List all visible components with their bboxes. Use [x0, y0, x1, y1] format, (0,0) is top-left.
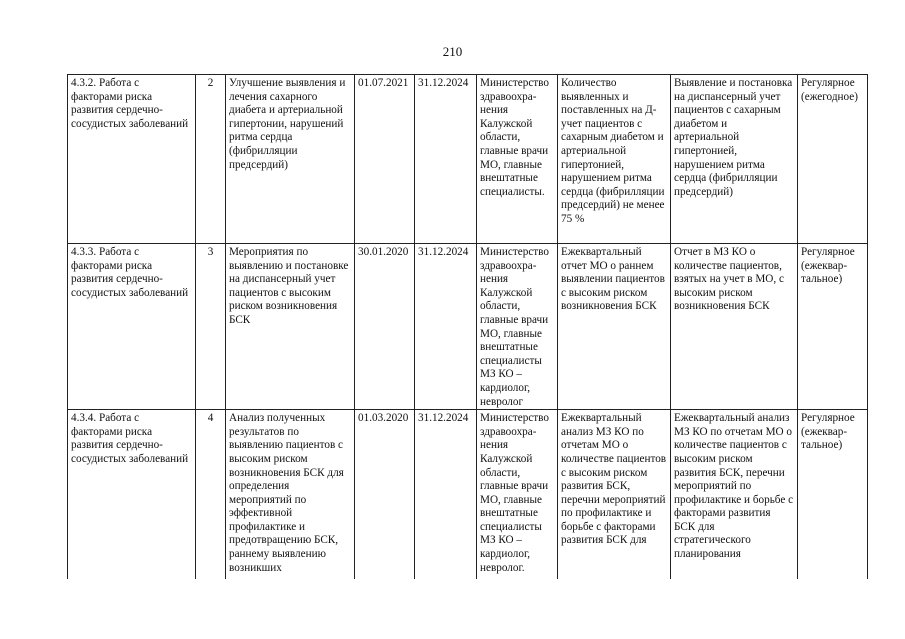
number-cell: 3	[196, 244, 226, 410]
responsible-cell: Министерство здравоохра-нения Калужской области, главные врачи МО, главные внештатные специалисты.	[477, 75, 558, 244]
measure-cell: Мероприятия по выявлению и постановке на диспансерный учет пациентов с высоким риском возникновения БСК	[226, 244, 355, 410]
end-date-cell: 31.12.2024	[415, 244, 477, 410]
indicator-cell: Ежеквартальный анализ МЗ КО по отчетам МО о количестве пациентов с высоким риском развития БСК, перечни мероприятий по профилактике и борьбе с факторами развития БСК для	[558, 410, 671, 580]
indicator-cell: Ежеквартальный отчет МО о раннем выявлении пациентов с высоким риском возникновения БСК	[558, 244, 671, 410]
table-row	[68, 244, 868, 410]
responsible-cell: Министерство здравоохра-нения Калужской области, главные врачи МО, главные внештатные специалисты МЗ КО – кардиолог, невролог.	[477, 410, 558, 580]
result-cell: Ежеквартальный анализ МЗ КО по отчетам МО о количестве пациентов с высоким риском развития БСК, перечни мероприятий по профилактике и борьбе с факторами развития БСК для стратегического планирования	[671, 410, 798, 580]
start-date-cell: 01.07.2021	[355, 75, 415, 244]
result-cell: Выявление и постановка на диспансерный учет пациентов с сахарным диабетом и артериальной гипертонией, нарушением ритма сердца (фибрилляции предсердий)	[671, 75, 798, 244]
start-date-cell: 30.01.2020	[355, 244, 415, 410]
indicator-cell: Количество выявленных и поставленных на Д-учет пациентов с сахарным диабетом и артериальной гипертонией, нарушением ритма сердца (фибрилляции предсердий) не менее 75 %	[558, 75, 671, 244]
number-cell: 2	[196, 75, 226, 244]
page-number: 210	[442, 44, 463, 59]
section-cell: 4.3.2. Работа с факторами риска развития сердечно-сосудистых заболеваний	[68, 75, 196, 244]
start-date-cell: 01.03.2020	[355, 410, 415, 580]
responsible-cell: Министерство здравоохра-нения Калужской области, главные врачи МО, главные внештатные специалисты МЗ КО – кардиолог, невролог	[477, 244, 558, 410]
section-cell: 4.3.3. Работа с факторами риска развития сердечно-сосудистых заболеваний	[68, 244, 196, 410]
end-date-cell: 31.12.2024	[415, 75, 477, 244]
number-cell: 4	[196, 410, 226, 580]
end-date-cell: 31.12.2024	[415, 410, 477, 580]
measure-cell: Анализ полученных результатов по выявлению пациентов с высоким риском возникновения БСК для определения мероприятий по эффективной профилактике и предотвращению БСК, раннему выявлению возникших	[226, 410, 355, 580]
table-row	[68, 75, 868, 244]
section-cell: 4.3.4. Работа с факторами риска развития сердечно-сосудистых заболеваний	[68, 410, 196, 580]
frequency-cell: Регулярное (ежеквар-тальное)	[798, 244, 868, 410]
table-row	[68, 410, 868, 580]
frequency-cell: Регулярное (ежегодное)	[798, 75, 868, 244]
result-cell: Отчет в МЗ КО о количестве пациентов, взятых на учет в МО, с высоким риском возникновения БСК	[671, 244, 798, 410]
measures-table	[67, 74, 868, 579]
measure-cell: Улучшение выявления и лечения сахарного диабета и артериальной гипертонии, нарушений ритма сердца (фибрилляции предсердий)	[226, 75, 355, 244]
frequency-cell: Регулярное (ежеквар-тальное)	[798, 410, 868, 580]
